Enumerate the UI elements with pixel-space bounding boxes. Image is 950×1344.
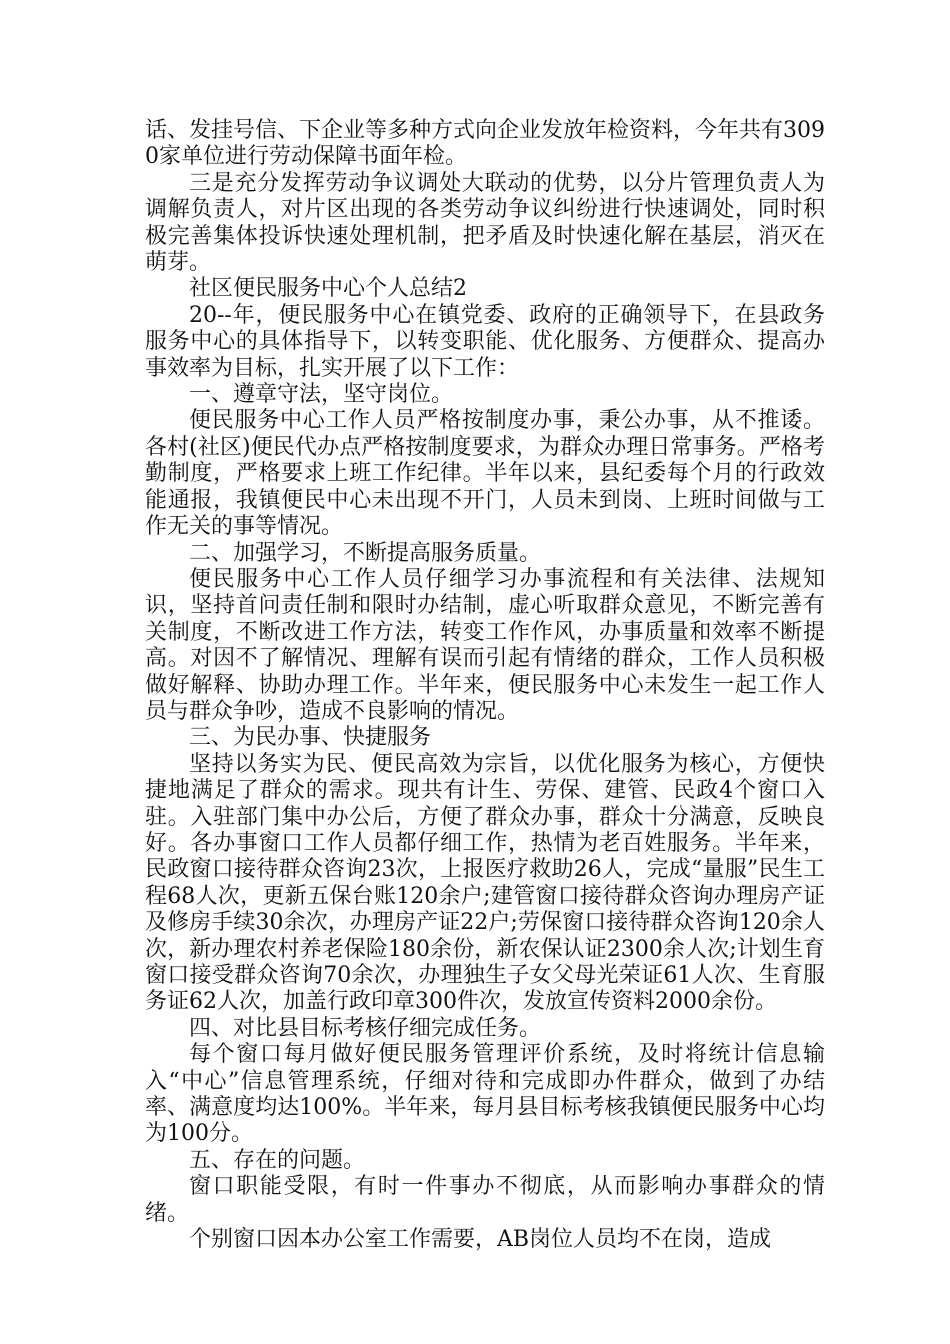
document-body (145, 118, 825, 1253)
paragraph-mediation: 三是充分发挥劳动争议调处大联动的优势，以分片管理负责人为调解负责人，对片区出现的各类劳动争议纠纷进行快速调处，同时积极完善集体投诉快速处理机制，把矛盾及时快速化解在基层，消灭在萌芽。 (145, 170, 825, 276)
heading-four: 四、对比县目标考核仔细完成任务。 (189, 1015, 542, 1041)
heading-two: 二、加强学习，不断提高服务质量。 (189, 540, 542, 566)
section-title: 社区便民服务中心个人总结2 (189, 276, 467, 302)
paragraph-five: 窗口职能受限，有时一件事办不彻底，从而影响办事群众的情绪。 (145, 1174, 825, 1226)
paragraph-two: 便民服务中心工作人员仔细学习办事流程和有关法律、法规知识，坚持首问责任制和限时办结制，虚心听取群众意见，不断完善有关制度，不断改进工作方法，转变工作作风，办事质量和效率不断提高。对因不了解情况、理解有误而引起有情绪的群众，工作人员积极做好解释、协助办理工作。半年来，便民服务中心未发生一起工作人员与群众争吵，造成不良影响的情况。 (145, 566, 825, 724)
paragraph-four: 每个窗口每月做好便民服务管理评价系统，及时将统计信息输入“中心”信息管理系统，仔细对待和完成即办件群众，做到了办结率、满意度均达100%。半年来，每月县目标考核我镇便民服务中心均为100分。 (145, 1042, 825, 1147)
paragraph-six: 个别窗口因本办公室工作需要，AB岗位人员均不在岗，造成 (189, 1227, 772, 1253)
paragraph-one: 便民服务中心工作人员严格按制度办事，秉公办事，从不推诿。各村(社区)便民代办点严格按制度要求，为群众办理日常事务。严格考勤制度，严格要求上班工作纪律。半年以来，县纪委每个月的行政效能通报，我镇便民中心未出现不开门，人员未到岗、上班时间做与工作无关的事等情况。 (145, 408, 825, 540)
heading-three: 三、为民办事、快捷服务 (189, 725, 432, 751)
heading-one: 一、遵章守法，坚守岗位。 (189, 382, 454, 408)
heading-five: 五、存在的问题。 (189, 1147, 366, 1173)
paragraph-continuation: 话、发挂号信、下企业等多种方式向企业发放年检资料，今年共有3090家单位进行劳动保障书面年检。 (145, 118, 825, 170)
paragraph-three: 坚持以务实为民、便民高效为宗旨，以优化服务为核心，方便快捷地满足了群众的需求。现共有计生、劳保、建管、民政4个窗口入驻。入驻部门集中办公后，方便了群众办事，群众十分满意，反映良好。各办事窗口工作人员都仔细工作，热情为老百姓服务。半年来，民政窗口接待群众咨询23次，上报医疗救助26人，完成“量服”民生工程68人次，更新五保台账120余户;建管窗口接待群众咨询办理房产证及修房手续30余次，办理房产证22户;劳保窗口接待群众咨询120余人次，新办理农村养老保险180余份，新农保认证2300余人次;计划生育窗口接受群众咨询70余次，办理独生子女父母光荣证61人次、生育服务证62人次，加盖行政印章300件次，发放宣传资料2000余份。 (145, 751, 825, 1015)
paragraph-intro: 20--年，便民服务中心在镇党委、政府的正确领导下，在县政务服务中心的具体指导下，以转变职能、优化服务、方便群众、提高办事效率为目标，扎实开展了以下工作： (145, 302, 825, 381)
